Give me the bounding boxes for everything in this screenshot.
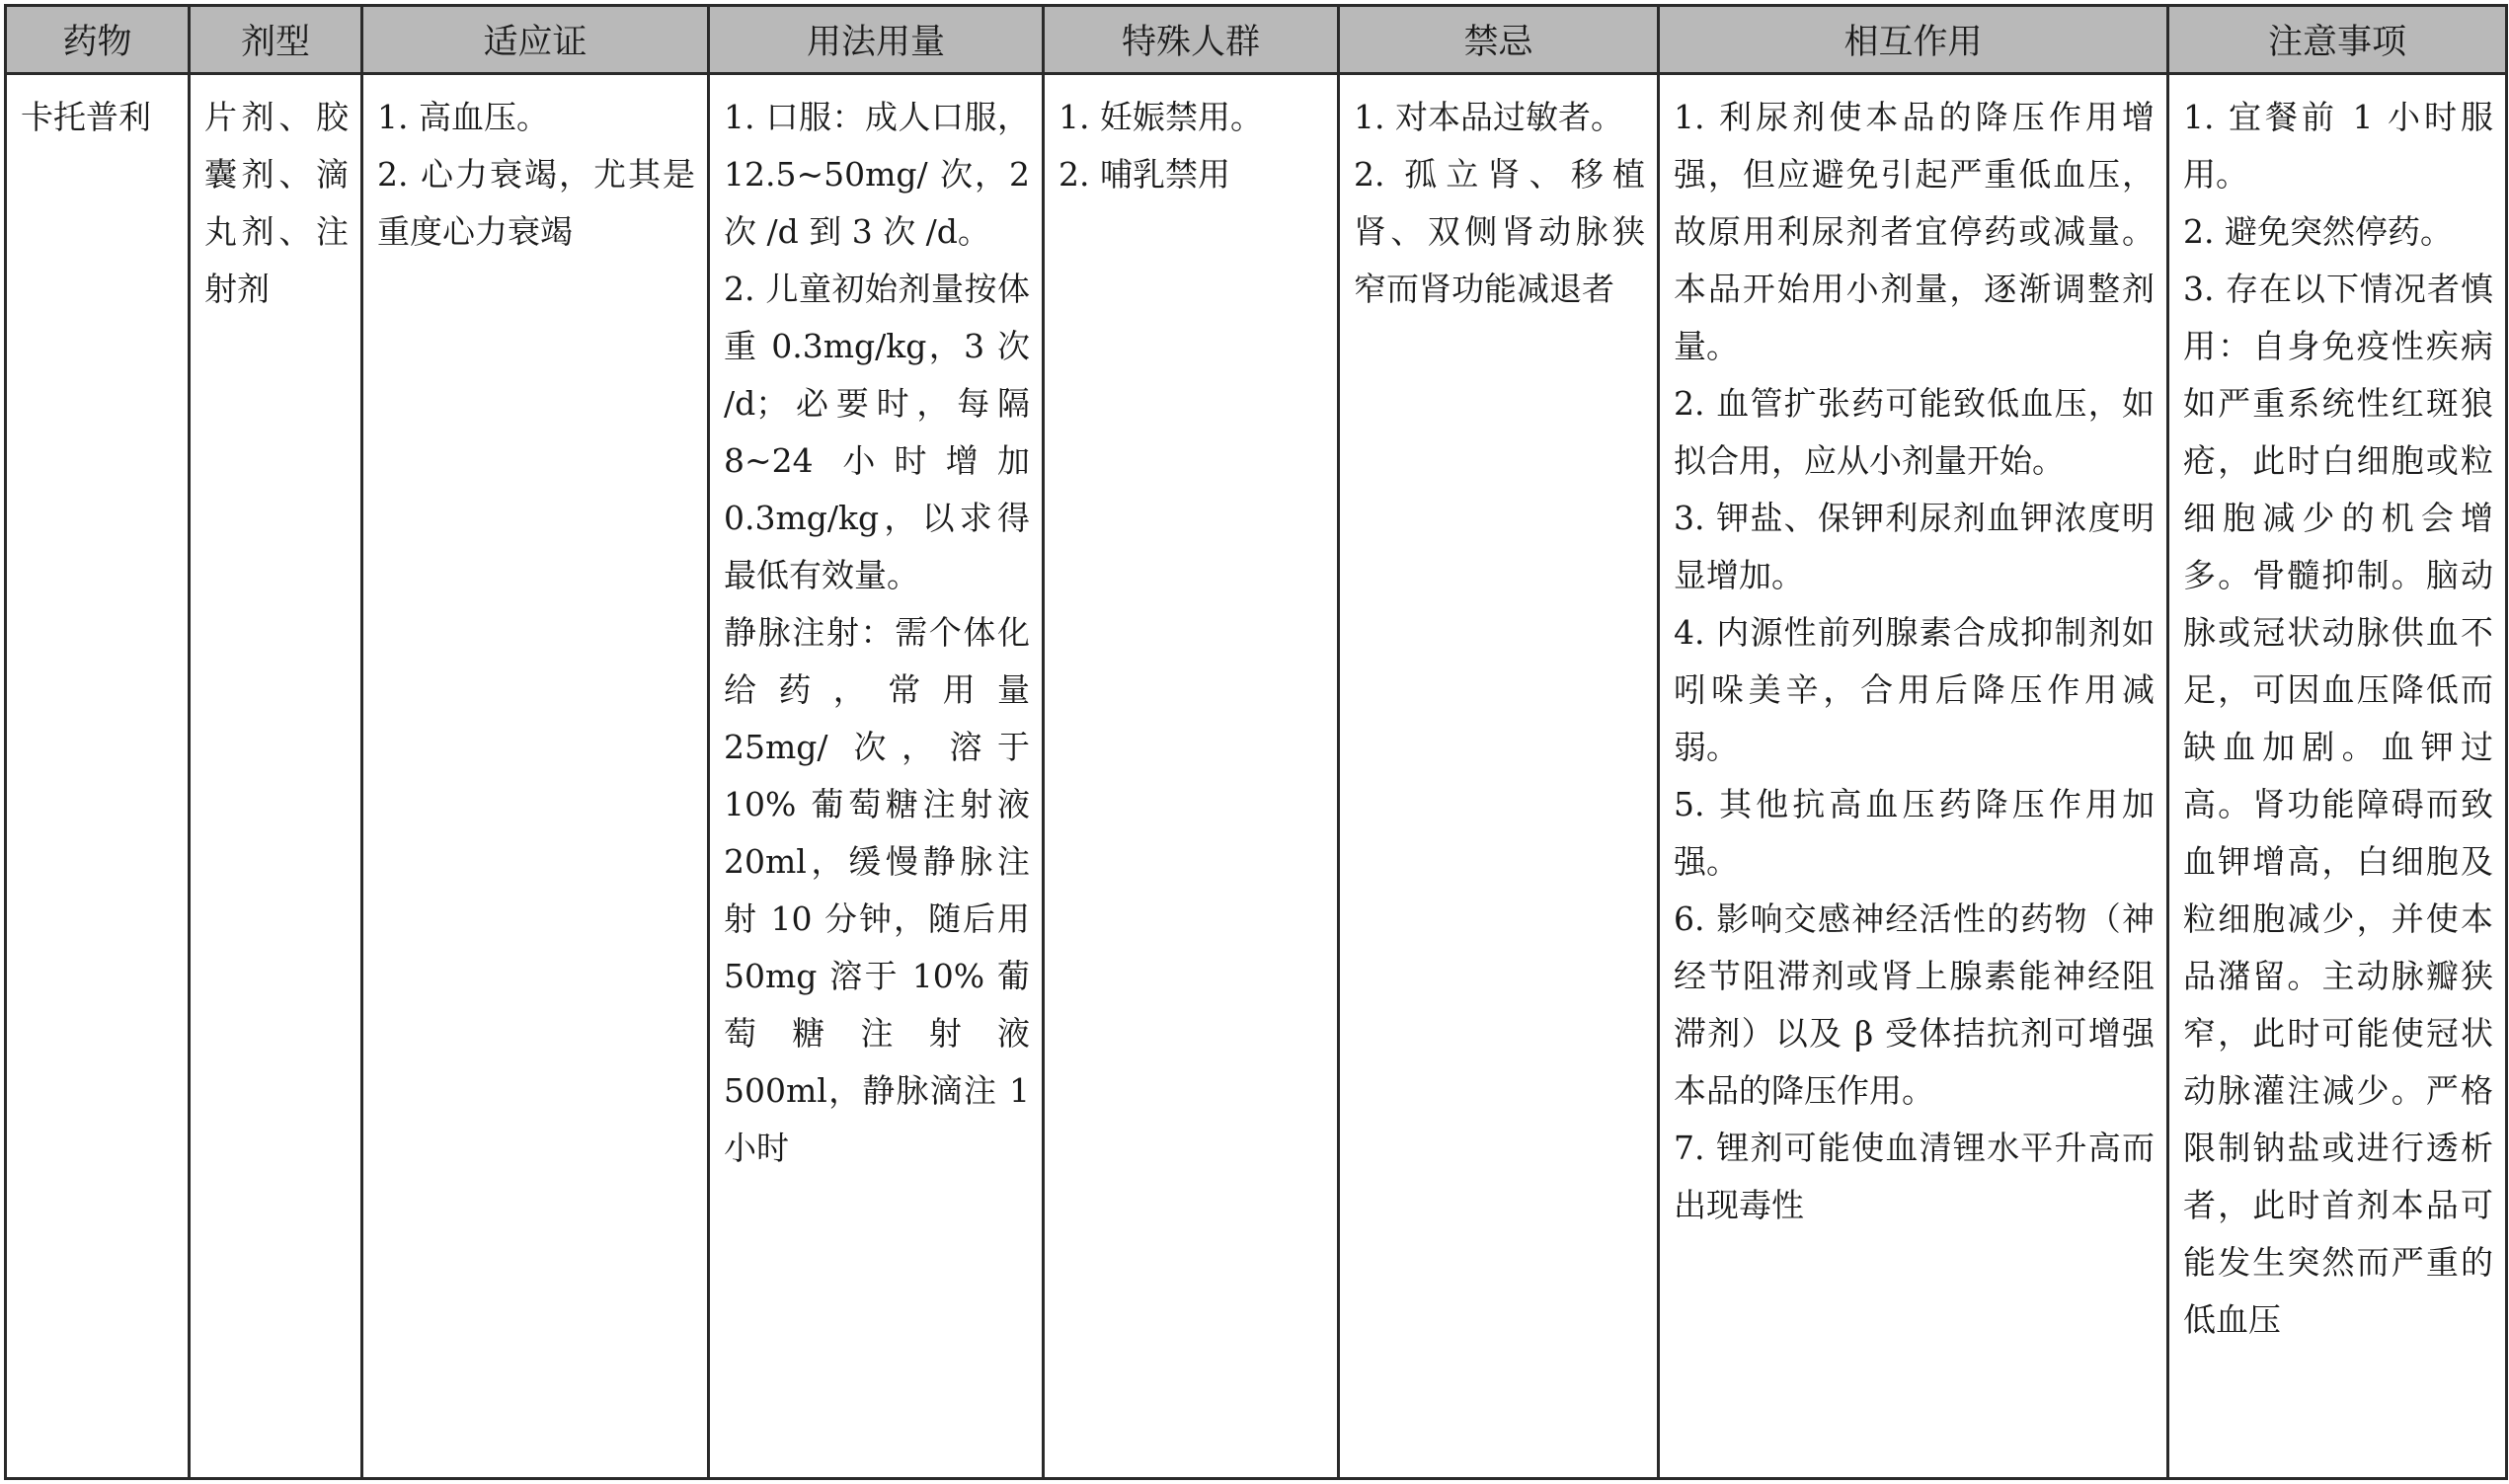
header-precautions: 注意事项 bbox=[2168, 6, 2507, 74]
cell-drug bbox=[6, 74, 190, 1479]
interaction-item: 6. 影响交感神经活性的药物（神经节阻滞剂或肾上腺素能神经阻滞剂）以及 β 受体拮抗剂可增强本品的降压作用。 bbox=[1674, 899, 2155, 1110]
usage-item: 1. 口服：成人口服，12.5~50mg/ 次，2 次 /d 到 3 次 /d。 bbox=[724, 98, 1030, 251]
header-interactions: 相互作用 bbox=[1659, 6, 2168, 74]
contraindication-item: 2. 孤立肾、移植肾、双侧肾动脉狭窄而肾功能减退者 bbox=[1354, 155, 1645, 308]
interaction-item: 5. 其他抗高血压药降压作用加强。 bbox=[1674, 785, 2155, 881]
precaution-item: 2. 避免突然停药。 bbox=[2183, 212, 2453, 251]
header-drug: 药物 bbox=[6, 6, 190, 74]
cell-special-populations bbox=[1044, 74, 1339, 1479]
precaution-item: 3. 存在以下情况者慎用：自身免疫性疾病如严重系统性红斑狼疮，此时白细胞或粒细胞减少的机会增多。骨髓抑制。脑动脉或冠状动脉供血不足，可因血压降低而缺血加剧。血钾过高。肾功能障碍而致血钾增高，白细胞及粒细胞减少，并使本品潴留。主动脉瓣狭窄，此时可能使冠状动脉灌注减少。严格限制钠盐或进行透析者，此时首剂本品可能发生突然而严重的低血压 bbox=[2183, 270, 2493, 1339]
dosage-form-text: 片剂、胶囊剂、滴丸剂、注射剂 bbox=[204, 98, 349, 308]
precaution-item: 1. 宜餐前 1 小时服用。 bbox=[2183, 98, 2493, 194]
header-usage-dosage: 用法用量 bbox=[709, 6, 1044, 74]
cell-dosage-form bbox=[190, 74, 362, 1479]
header-special-populations: 特殊人群 bbox=[1044, 6, 1339, 74]
indication-item: 1. 高血压。 bbox=[377, 98, 549, 136]
header-row bbox=[6, 6, 2507, 74]
cell-contraindications bbox=[1339, 74, 1659, 1479]
interaction-item: 3. 钾盐、保钾利尿剂血钾浓度明显增加。 bbox=[1674, 499, 2155, 594]
interaction-item: 1. 利尿剂使本品的降压作用增强，但应避免引起严重低血压，故原用利尿剂者宜停药或减量。本品开始用小剂量，逐渐调整剂量。 bbox=[1674, 98, 2155, 365]
cell-interactions bbox=[1659, 74, 2168, 1479]
cell-usage-dosage bbox=[709, 74, 1044, 1479]
drug-name: 卡托普利 bbox=[21, 98, 151, 136]
usage-item: 静脉注射：需个体化给药，常用量 25mg/ 次，溶于 10% 葡萄糖注射液 20ml，缓慢静脉注射 10 分钟，随后用 50mg 溶于 10% 葡萄糖注射液 500ml，静脉滴注 1 小时 bbox=[724, 613, 1030, 1167]
table-row bbox=[6, 74, 2507, 1479]
drug-info-table bbox=[4, 4, 2508, 1480]
special-population-item: 2. 哺乳禁用 bbox=[1058, 155, 1230, 194]
interaction-item: 2. 血管扩张药可能致低血压，如拟合用，应从小剂量开始。 bbox=[1674, 384, 2155, 480]
usage-item: 2. 儿童初始剂量按体重 0.3mg/kg，3 次 /d；必要时，每隔 8~24 小时增加 0.3mg/kg，以求得最低有效量。 bbox=[724, 270, 1030, 594]
header-contraindications: 禁忌 bbox=[1339, 6, 1659, 74]
header-indications: 适应证 bbox=[362, 6, 709, 74]
interaction-item: 4. 内源性前列腺素合成抑制剂如吲哚美辛，合用后降压作用减弱。 bbox=[1674, 613, 2155, 766]
interaction-item: 7. 锂剂可能使血清锂水平升高而出现毒性 bbox=[1674, 1129, 2155, 1224]
header-dosage-form: 剂型 bbox=[190, 6, 362, 74]
contraindication-item: 1. 对本品过敏者。 bbox=[1354, 98, 1623, 136]
special-population-item: 1. 妊娠禁用。 bbox=[1058, 98, 1263, 136]
indication-item: 2. 心力衰竭，尤其是重度心力衰竭 bbox=[377, 155, 695, 251]
cell-precautions bbox=[2168, 74, 2507, 1479]
cell-indications bbox=[362, 74, 709, 1479]
